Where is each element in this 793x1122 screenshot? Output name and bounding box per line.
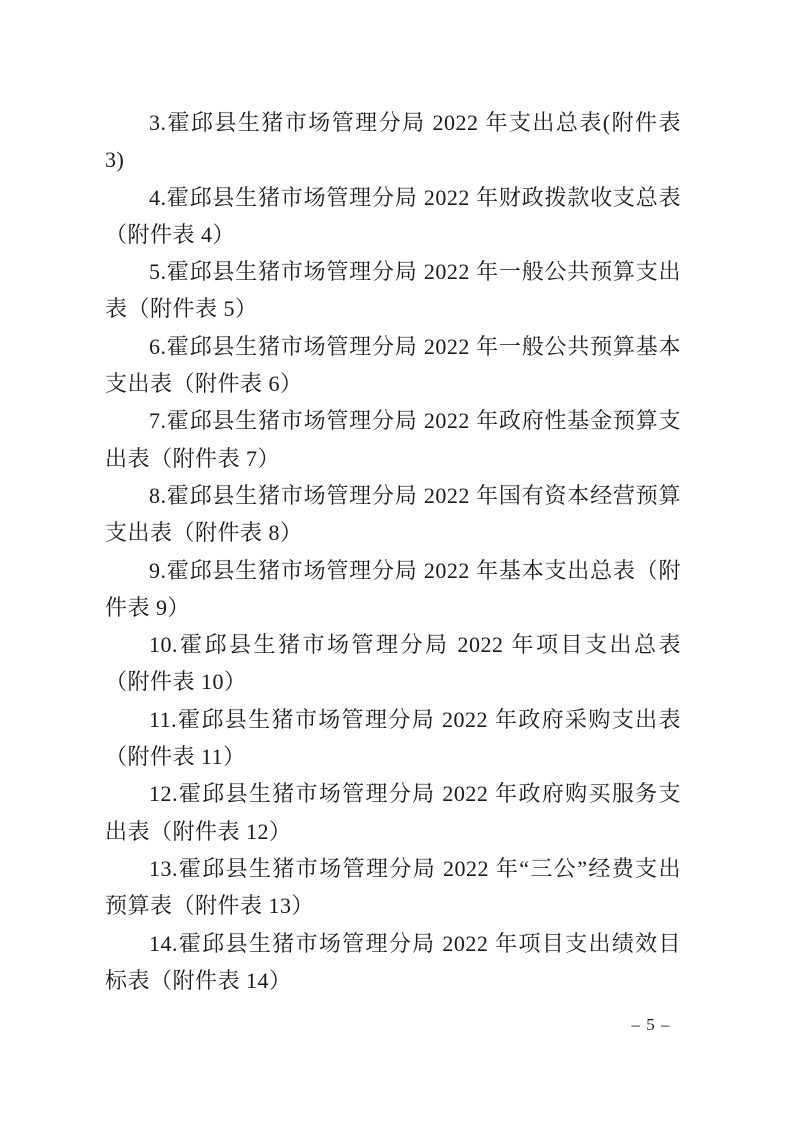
page-number: – 5 – [631,1015,671,1034]
list-item: 9.霍邱县生猪市场管理分局 2022 年基本支出总表（附件表 9） [105,557,681,620]
list-item: 8.霍邱县生猪市场管理分局 2022 年国有资本经营预算支出表（附件表 8） [105,482,681,546]
list-item: 7.霍邱县生猪市场管理分局 2022 年政府性基金预算支出表（附件表 7） [105,408,681,471]
document-body [105,104,681,999]
list-item: 10.霍邱县生猪市场管理分局 2022 年项目支出总表（附件表 10） [105,632,681,695]
list-item: 11.霍邱县生猪市场管理分局 2022 年政府采购支出表（附件表 11） [105,706,681,770]
list-item: 14.霍邱县生猪市场管理分局 2022 年项目支出绩效目标表（附件表 14） [105,930,681,993]
list-item: 3.霍邱县生猪市场管理分局 2022 年支出总表(附件表 3) [105,110,681,173]
list-item: 5.霍邱县生猪市场管理分局 2022 年一般公共预算支出表（附件表 5） [105,259,681,322]
list-item: 6.霍邱县生猪市场管理分局 2022 年一般公共预算基本支出表（附件表 6） [105,333,681,397]
list-item: 4.霍邱县生猪市场管理分局 2022 年财政拨款收支总表（附件表 4） [105,184,681,247]
list-item: 13.霍邱县生猪市场管理分局 2022 年“三公”经费支出预算表（附件表 13） [105,855,681,919]
list-item: 12.霍邱县生猪市场管理分局 2022 年政府购买服务支出表（附件表 12） [105,781,681,844]
